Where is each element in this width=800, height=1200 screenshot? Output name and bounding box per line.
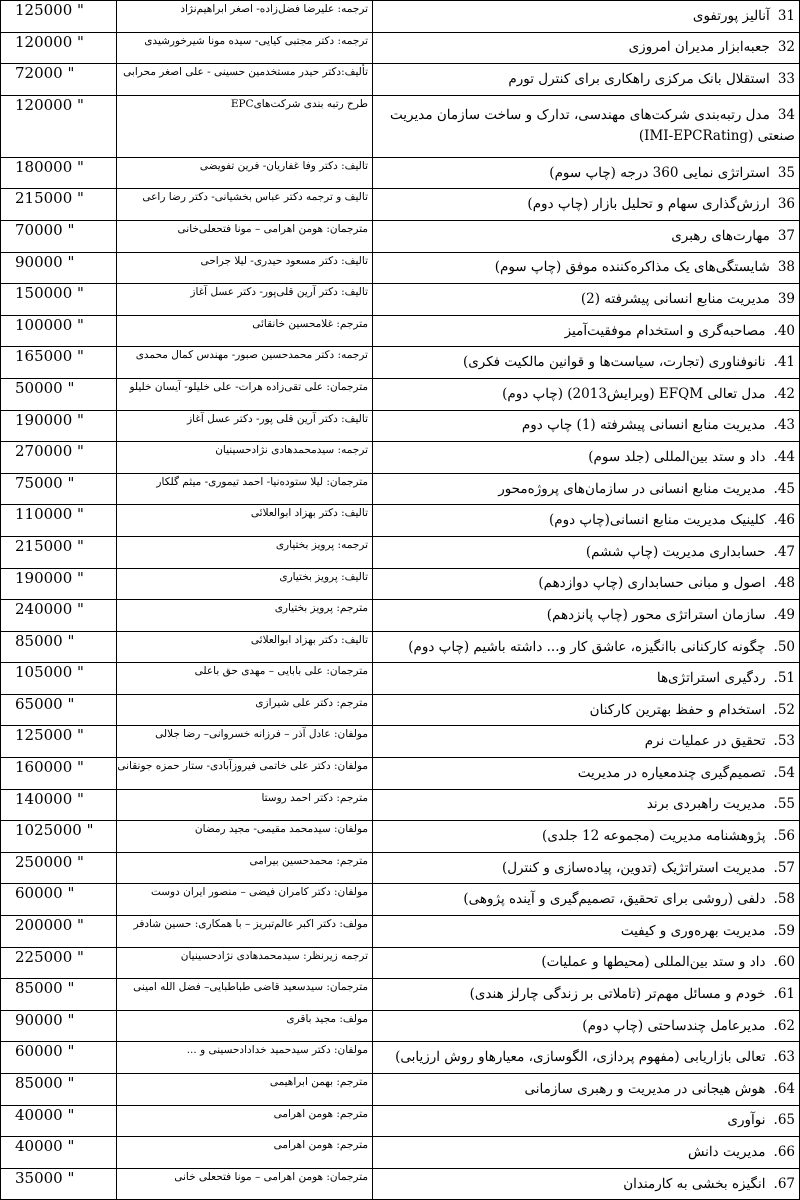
- row-number: 56.: [773, 828, 795, 845]
- title-cell: [373, 505, 800, 537]
- table-row: [1, 220, 800, 252]
- author-cell: تالیف: دکتر بهزاد ابوالعلائی: [117, 631, 373, 663]
- author-cell: مترجمان: هومن اهرامی – مونا فتحعلی خانی: [117, 1168, 373, 1200]
- row-number: 42.: [773, 385, 795, 402]
- author-cell: مترجم: بهمن ابراهیمی: [117, 1074, 373, 1106]
- price-cell: 165000 ": [1, 347, 117, 379]
- title-cell: [373, 284, 800, 316]
- title-cell: [373, 32, 800, 64]
- price-cell: 85000 ": [1, 631, 117, 663]
- book-list-body: [1, 1, 800, 1200]
- table-row: [1, 663, 800, 695]
- book-title: ارزش‌گذاری سهام و تحلیل بازار (چاپ دوم): [527, 196, 770, 213]
- price-cell: 90000 ": [1, 252, 117, 284]
- book-title: داد و ستد بین‌المللی (جلد سوم): [588, 448, 766, 465]
- row-number: 46.: [773, 512, 795, 529]
- price-cell: 35000 ": [1, 1168, 117, 1200]
- title-cell: [373, 220, 800, 252]
- price-cell: 60000 ": [1, 884, 117, 916]
- author-cell: تألیف:دکتر حیدر مستخدمین حسینی - علی اصغر محرابی: [117, 64, 373, 96]
- row-number: 51.: [773, 670, 795, 687]
- price-cell: 225000 ": [1, 947, 117, 979]
- book-title: آنالیز پورتفوی: [692, 7, 770, 24]
- book-title: جعبه‌ابزار مدیران امروزی: [628, 39, 770, 56]
- table-row: [1, 694, 800, 726]
- price-cell: 125000 ": [1, 1, 117, 33]
- table-row: [1, 252, 800, 284]
- row-number: 52.: [773, 701, 795, 718]
- book-title: تعالی بازاریابی (مفهوم پردازی، الگوسازی، معیارهاو روش ارزیابی): [395, 1049, 766, 1066]
- price-cell: 190000 ": [1, 410, 117, 442]
- price-cell: 65000 ": [1, 694, 117, 726]
- book-title: دلفی (روشی برای تحقیق، تصمیم‌گیری و آینده پژوهی): [463, 891, 766, 908]
- title-cell: [373, 631, 800, 663]
- table-row: [1, 505, 800, 537]
- price-cell: 120000 ": [1, 95, 117, 157]
- author-cell: مترجمان: هومن اهرامی – مونا فتحعلی‌خانی: [117, 220, 373, 252]
- row-number: 60.: [773, 954, 795, 971]
- table-row: [1, 157, 800, 189]
- table-row: [1, 568, 800, 600]
- price-cell: 110000 ": [1, 505, 117, 537]
- price-cell: 85000 ": [1, 979, 117, 1011]
- title-cell: [373, 1, 800, 33]
- title-cell: [373, 442, 800, 474]
- row-number: 55.: [773, 796, 795, 813]
- table-row: [1, 1137, 800, 1169]
- author-cell: ترجمه: دکتر محمدحسین صبور- مهندس کمال محمدی: [117, 347, 373, 379]
- table-row: [1, 32, 800, 64]
- author-cell: مترجمان: علی تقی‌زاده هرات- علی خلیلو- آیسان خلیلو: [117, 378, 373, 410]
- price-cell: 125000 ": [1, 726, 117, 758]
- table-row: [1, 95, 800, 157]
- author-cell: مترجم: هومن اهرامی: [117, 1105, 373, 1137]
- book-title: پژوهشنامه مدیریت (مجموعه 12 جلدی): [542, 828, 766, 845]
- table-row: [1, 378, 800, 410]
- row-number: 41.: [773, 354, 795, 371]
- row-number: 39: [777, 290, 795, 307]
- author-cell: تالیف: دکتر وفا غفاریان- فرین تفویضی: [117, 157, 373, 189]
- author-cell: مولفان: دکتر علی خاتمی فیروزآبادی- ستار حمزه جونقانی: [117, 758, 373, 790]
- author-cell: تالیف: دکتر آرین قلی پور- دکتر عسل آغاز: [117, 410, 373, 442]
- table-row: [1, 884, 800, 916]
- price-cell: 1025000 ": [1, 821, 117, 853]
- price-cell: 72000 ": [1, 64, 117, 96]
- author-cell: ترجمه زیرنظر: سیدمحمدهادی نژادحسینیان: [117, 947, 373, 979]
- title-cell: [373, 568, 800, 600]
- title-cell: [373, 726, 800, 758]
- price-cell: 150000 ": [1, 284, 117, 316]
- price-cell: 140000 ": [1, 789, 117, 821]
- table-row: [1, 600, 800, 632]
- title-cell: [373, 1074, 800, 1106]
- book-title: تحقیق در عملیات نرم: [644, 733, 766, 750]
- book-title: تصمیم‌گیری چندمعیاره در مدیریت: [577, 764, 766, 781]
- book-title: مدل تعالی EFQM (ویرایش2013) (چاپ دوم): [502, 385, 766, 402]
- title-cell: [373, 821, 800, 853]
- author-cell: مترجمان: سیدسعید قاضی طباطبایی– فضل الله امینی: [117, 979, 373, 1011]
- title-cell: [373, 95, 800, 157]
- table-row: [1, 979, 800, 1011]
- title-cell: [373, 189, 800, 221]
- author-cell: تالیف: دکتر بهزاد ابوالعلائی: [117, 505, 373, 537]
- author-cell: طرح رتبه بندی شرکت‌هایEPC: [117, 95, 373, 157]
- author-cell: ترجمه: علیرضا فضل‌زاده- اصغر ابراهیم‌نژاد: [117, 1, 373, 33]
- book-title: مدیریت بهره‌وری و کیفیت: [620, 922, 766, 939]
- book-title: شایستگی‌های یک مذاکره‌کننده موفق (چاپ سوم): [494, 259, 770, 276]
- book-title: خودم و مسائل مهم‌تر (تاملاتی بر زندگی چارلز هندی): [469, 986, 766, 1003]
- book-title: مدیریت منابع انسانی پیشرفته (1) چاپ دوم: [521, 417, 766, 434]
- table-row: [1, 410, 800, 442]
- title-cell: [373, 1105, 800, 1137]
- table-row: [1, 1074, 800, 1106]
- table-row: [1, 631, 800, 663]
- row-number: 33: [777, 71, 795, 88]
- book-title: کلینیک مدیریت منابع انسانی(چاپ دوم): [548, 512, 766, 529]
- table-row: [1, 758, 800, 790]
- price-cell: 100000 ": [1, 315, 117, 347]
- price-cell: 50000 ": [1, 378, 117, 410]
- book-title: استراتژی نمایی 360 درجه (چاپ سوم): [549, 164, 770, 181]
- table-row: [1, 1105, 800, 1137]
- row-number: 34: [777, 107, 795, 124]
- table-row: [1, 1042, 800, 1074]
- book-title: هوش هیجانی در مدیریت و رهبری سازمانی: [524, 1080, 766, 1097]
- book-title: مدیریت استراتژیک (تدوین، پیاده‌سازی و کنترل): [501, 859, 766, 876]
- price-cell: 270000 ": [1, 442, 117, 474]
- book-title: مدیرعامل چندساحتی (چاپ دوم): [582, 1017, 766, 1034]
- title-cell: [373, 315, 800, 347]
- book-title: استخدام و حفظ بهترین کارکنان: [589, 701, 766, 718]
- table-row: [1, 852, 800, 884]
- row-number: 47.: [773, 543, 795, 560]
- row-number: 57.: [773, 859, 795, 876]
- book-title: مصاحبه‌گری و استخدام موفقیت‌آمیز: [564, 322, 766, 339]
- price-cell: 250000 ": [1, 852, 117, 884]
- title-cell: [373, 758, 800, 790]
- row-number: 48.: [773, 575, 795, 592]
- author-cell: تالیف: دکتر مسعود حیدری- لیلا جراحی: [117, 252, 373, 284]
- title-cell: [373, 378, 800, 410]
- author-cell: مولف: مجید باقری: [117, 1010, 373, 1042]
- book-title: مدل رتبه‌بندی شرکت‌های مهندسی، تدارک و ساخت سازمان مدیریت صنعتی (IMI-EPCRating): [390, 107, 795, 145]
- author-cell: مترجم: دکتر احمد روستا: [117, 789, 373, 821]
- title-cell: [373, 1042, 800, 1074]
- row-number: 45.: [773, 480, 795, 497]
- table-row: [1, 1010, 800, 1042]
- book-title: اصول و مبانی حسابداری (چاپ دوازدهم): [538, 575, 766, 592]
- book-title: چگونه کارکنانی باانگیزه، عاشق کار و... داشته باشیم (چاپ دوم): [408, 638, 766, 655]
- title-cell: [373, 694, 800, 726]
- book-title: مهارت‌های رهبری: [671, 227, 770, 244]
- row-number: 66.: [773, 1144, 795, 1161]
- book-title: نوآوری: [727, 1112, 766, 1129]
- author-cell: ترجمه: سیدمحمدهادی نژادحسینیان: [117, 442, 373, 474]
- price-cell: 160000 ": [1, 758, 117, 790]
- price-cell: 85000 ": [1, 1074, 117, 1106]
- row-number: 38: [777, 259, 795, 276]
- author-cell: مولفان: دکتر کامران فیضی – منصور ایران دوست: [117, 884, 373, 916]
- row-number: 31: [777, 7, 795, 24]
- title-cell: [373, 852, 800, 884]
- title-cell: [373, 1168, 800, 1200]
- price-cell: 180000 ": [1, 157, 117, 189]
- book-title: حسابداری مدیریت (چاپ ششم): [585, 543, 766, 560]
- table-row: [1, 284, 800, 316]
- price-cell: 120000 ": [1, 32, 117, 64]
- author-cell: مولفان: دکتر سیدحمید خداداد‌حسینی و ...: [117, 1042, 373, 1074]
- price-cell: 200000 ": [1, 916, 117, 948]
- table-row: [1, 947, 800, 979]
- author-cell: مترجم: هومن اهرامی: [117, 1137, 373, 1169]
- title-cell: [373, 473, 800, 505]
- title-cell: [373, 64, 800, 96]
- row-number: 53.: [773, 733, 795, 750]
- row-number: 32: [777, 39, 795, 56]
- price-cell: 40000 ": [1, 1105, 117, 1137]
- price-cell: 215000 ": [1, 536, 117, 568]
- title-cell: [373, 947, 800, 979]
- row-number: 49.: [773, 606, 795, 623]
- book-title: داد و ستد بین‌المللی (محیطها و عملیات): [541, 954, 766, 971]
- table-row: [1, 821, 800, 853]
- table-row: [1, 726, 800, 758]
- table-row: [1, 536, 800, 568]
- row-number: 62.: [773, 1017, 795, 1034]
- title-cell: [373, 789, 800, 821]
- title-cell: [373, 157, 800, 189]
- author-cell: مترجم: محمدحسین بیرامی: [117, 852, 373, 884]
- title-cell: [373, 536, 800, 568]
- table-row: [1, 347, 800, 379]
- author-cell: مترجم: غلامحسین خانقائی: [117, 315, 373, 347]
- author-cell: ترجمه: پرویز بختیاری: [117, 536, 373, 568]
- title-cell: [373, 252, 800, 284]
- title-cell: [373, 600, 800, 632]
- author-cell: تالیف و ترجمه دکتر عباس بخشیانی- دکتر رضا راعی: [117, 189, 373, 221]
- author-cell: مولفان: عادل آذر – فرزانه خسروانی– رضا جلالی: [117, 726, 373, 758]
- row-number: 35: [777, 164, 795, 181]
- price-cell: 60000 ": [1, 1042, 117, 1074]
- table-row: [1, 189, 800, 221]
- author-cell: تالیف: پرویز بختیاری: [117, 568, 373, 600]
- book-title: سازمان استراتژی محور (چاپ پانزدهم): [546, 606, 766, 623]
- row-number: 61.: [773, 986, 795, 1003]
- book-title: مدیریت راهبردی برند: [646, 796, 766, 813]
- row-number: 40.: [773, 322, 795, 339]
- row-number: 43.: [773, 417, 795, 434]
- title-cell: [373, 1010, 800, 1042]
- row-number: 50.: [773, 638, 795, 655]
- author-cell: ترجمه: دکتر مجتبی کیایی- سیده مونا شیرخورشیدی: [117, 32, 373, 64]
- title-cell: [373, 916, 800, 948]
- author-cell: مترجم: دکتر علی شیرازی: [117, 694, 373, 726]
- title-cell: [373, 884, 800, 916]
- row-number: 44.: [773, 448, 795, 465]
- author-cell: مترجم: پرویز بختیاری: [117, 600, 373, 632]
- price-cell: 215000 ": [1, 189, 117, 221]
- row-number: 59.: [773, 922, 795, 939]
- book-title: مدیریت منابع انسانی پیشرفته (2): [580, 290, 770, 307]
- table-row: [1, 1, 800, 33]
- table-row: [1, 916, 800, 948]
- author-cell: مترجمان: علی بابایی – مهدی حق باعلی: [117, 663, 373, 695]
- price-cell: 90000 ": [1, 1010, 117, 1042]
- price-cell: 40000 ": [1, 1137, 117, 1169]
- row-number: 58.: [773, 891, 795, 908]
- table-row: [1, 789, 800, 821]
- row-number: 64.: [773, 1080, 795, 1097]
- book-title: انگیزه بخشی به کارمندان: [623, 1175, 766, 1192]
- table-row: [1, 315, 800, 347]
- table-row: [1, 442, 800, 474]
- row-number: 37: [777, 227, 795, 244]
- row-number: 36: [777, 196, 795, 213]
- title-cell: [373, 410, 800, 442]
- price-cell: 105000 ": [1, 663, 117, 695]
- price-cell: 70000 ": [1, 220, 117, 252]
- author-cell: مترجمان: لیلا ستوده‌نیا- احمد تیموری- میثم گلکار: [117, 473, 373, 505]
- title-cell: [373, 663, 800, 695]
- row-number: 65.: [773, 1112, 795, 1129]
- author-cell: مولفان: سیدمحمد مقیمی- مجید رمضان: [117, 821, 373, 853]
- author-cell: مولف: دکتر اکبر عالم‌تبریز – با همکاری: حسین شادفر: [117, 916, 373, 948]
- book-title: مدیریت منابع انسانی در سازمان‌های پروژه‌محور: [498, 480, 766, 497]
- book-title: ردگیری استراتژی‌ها: [656, 670, 766, 687]
- title-cell: [373, 347, 800, 379]
- book-title: نانوفناوری (تجارت، سیاست‌ها و قوانین مالکیت فکری): [462, 354, 766, 371]
- price-cell: 75000 ": [1, 473, 117, 505]
- title-cell: [373, 1137, 800, 1169]
- row-number: 67.: [773, 1175, 795, 1192]
- author-cell: تالیف: دکتر آرین قلی‌پور- دکتر عسل آغاز: [117, 284, 373, 316]
- book-title: استقلال بانک مرکزی راهکاری برای کنترل تورم: [508, 71, 770, 88]
- table-row: [1, 473, 800, 505]
- table-row: [1, 64, 800, 96]
- row-number: 63.: [773, 1049, 795, 1066]
- price-cell: 190000 ": [1, 568, 117, 600]
- price-cell: 240000 ": [1, 600, 117, 632]
- table-row: [1, 1168, 800, 1200]
- title-cell: [373, 979, 800, 1011]
- book-title: مدیریت دانش: [687, 1144, 766, 1161]
- row-number: 54.: [773, 764, 795, 781]
